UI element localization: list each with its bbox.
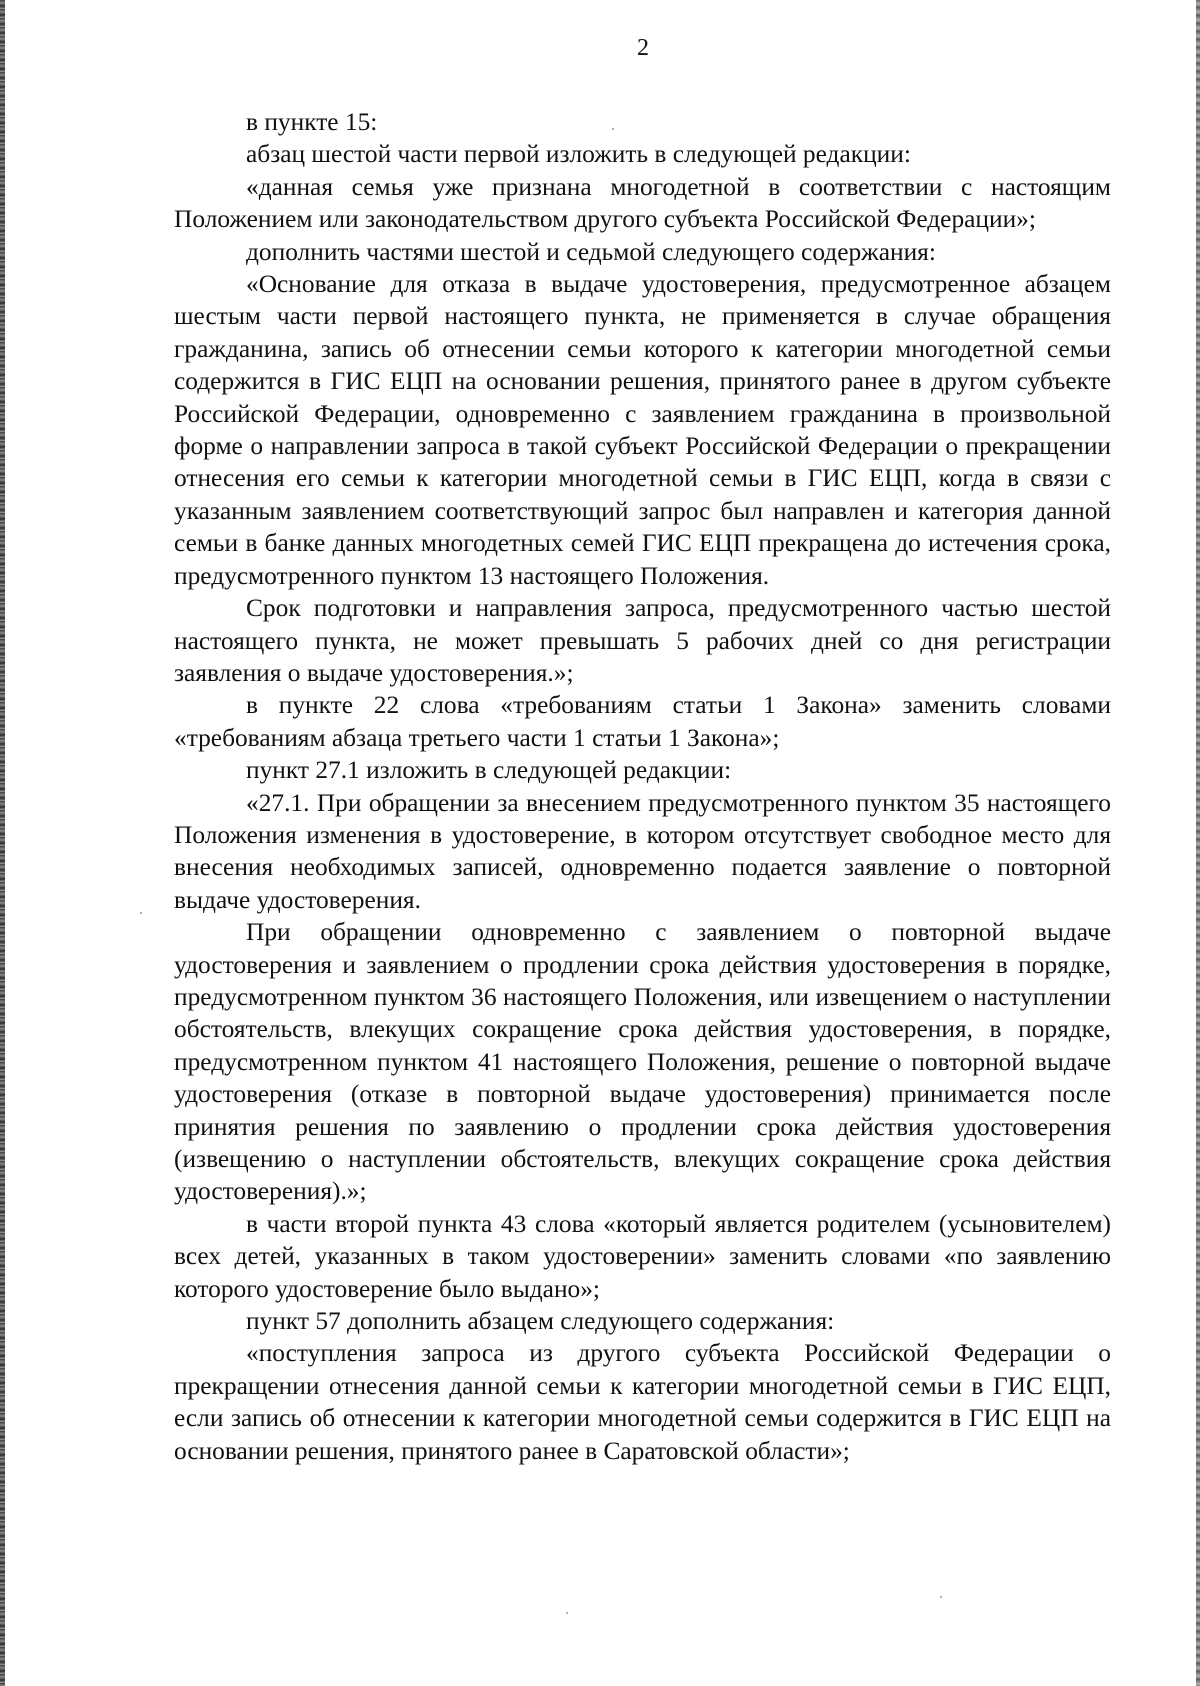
paragraph: в части второй пункта 43 слова «который является родителем (усыновителем) всех детей, указанных в таком удостоверении» заменить словами «по заявлению которого удостоверение было выдано»;: [174, 1209, 1111, 1303]
document-body: [174, 106, 1111, 1467]
paragraph: дополнить частями шестой и седьмой следующего содержания:: [246, 237, 936, 266]
paragraph: пункт 57 дополнить абзацем следующего содержания:: [246, 1307, 835, 1336]
paragraph: «27.1. При обращении за внесением предусмотренного пунктом 35 настоящего Положения изменения в удостоверение, в котором отсутствует свободное место для внесения необходимых записей, одновременно подается заявление о повторной выдаче удостоверения.: [174, 788, 1111, 914]
scan-speck: [140, 912, 142, 914]
paragraph: в пункте 15:: [246, 108, 378, 136]
page-number: 2: [637, 35, 649, 61]
paragraph: «данная семья уже признана многодетной в соответствии с настоящим Положением или законодательством другого субъекта Российской Федерации»;: [174, 172, 1111, 234]
paragraph: Срок подготовки и направления запроса, предусмотренного частью шестой настоящего пункта, не может превышать 5 рабочих дней со дня регистрации заявления о выдаче удостоверения.»;: [174, 594, 1111, 687]
paragraph: «поступления запроса из другого субъекта Российской Федерации о прекращении отнесения данной семьи к категории многодетной семьи в ГИС ЕЦП, если запись об отнесении к категории многодетной семьи содержится в ГИС ЕЦП на основании решения, принятого ранее в Саратовской области»;: [174, 1339, 1111, 1465]
scan-border-right: [1196, 0, 1200, 1686]
paragraph: пункт 27.1 изложить в следующей редакции:: [246, 756, 732, 785]
scan-border-left: [0, 0, 5, 1686]
paragraph: «Основание для отказа в выдаче удостоверения, предусмотренное абзацем шестым части первой настоящего пункта, не применяется в случае обращения гражданина, запись об отнесении семьи которого к категории многодетной семьи содержится в ГИС ЕЦП на основании решения, принятого ранее в другом субъекте Российской Федерации, одновременно с заявлением гражданина в произвольной форме о направлении запроса в такой субъект Российской Федерации о прекращении отнесения его семьи к категории многодетной семьи в ГИС ЕЦП, когда в связи с указанным заявлением соответствующий запрос был направлен и категория данной семьи в банке данных многодетных семей ГИС ЕЦП прекращена до истечения срока, предусмотренного пунктом 13 настоящего Положения.: [174, 270, 1111, 590]
paragraph: При обращении одновременно с заявлением о повторной выдаче удостоверения и заявлением о продлении срока действия удостоверения в порядке, предусмотренном пунктом 36 настоящего Положения, или извещением о наступлении обстоятельств, влекущих сокращение срока действия удостоверения, в порядке, предусмотренном пунктом 41 настоящего Положения, решение о повторной выдаче удостоверения (отказе в повторной выдаче удостоверения) принимается после принятия решения по заявлению о продлении срока действия удостоверения (извещению о наступлении обстоятельств, влекущих сокращение срока действия удостоверения).»;: [174, 918, 1111, 1206]
scan-speck: [612, 128, 614, 130]
scan-speck: [940, 1596, 942, 1598]
scan-speck: [566, 1612, 568, 1614]
paragraph: в пункте 22 слова «требованиям статьи 1 Закона» заменить словами «требованиям абзаца третьего части 1 статьи 1 Закона»;: [174, 691, 1111, 752]
paragraph: абзац шестой части первой изложить в следующей редакции:: [246, 140, 911, 169]
